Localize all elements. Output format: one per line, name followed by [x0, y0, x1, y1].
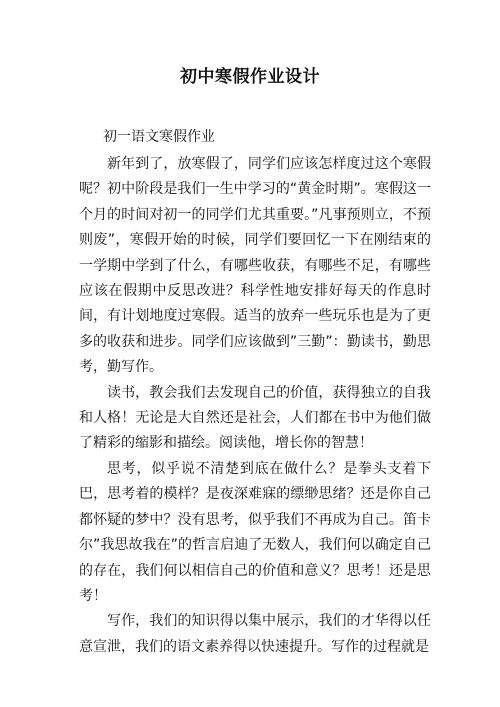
- paragraph-4: 写作，我们的知识得以集中展示，我们的才华得以任意宣泄，我们的语文素养得以快速提升。写作的过程就是: [79, 613, 431, 655]
- document-body: [79, 152, 431, 660]
- document-title: 初中寒假作业设计: [180, 67, 320, 87]
- paragraph-2: 读书，教会我们去发现自己的价值，获得独立的自我和人格！无论是大自然还是社会，人们都在书中为他们做了精彩的缩影和描绘。阅读他，增长你的智慧！: [79, 384, 431, 452]
- section-heading: 初一语文寒假作业: [103, 129, 215, 145]
- paragraph-1: 新年到了，放寒假了，同学们应该怎样度过这个寒假呢？初中阶段是我们一生中学习的“黄金时期”。寒假这一个月的时间对初一的同学们尤其重要。”凡事预则立，不预则废”，寒假开始的时候，同学们要回忆一下在刚结束的一学期中学到了什么，有哪些收获，有哪些不足，有哪些应该在假期中反思改进？科学性地安排好每天的作息时间，有计划地度过寒假。适当的放弃一些玩乐也是为了更多的收获和进步。同学们应该做到”三勤”：勤读书，勤思考，勤写作。: [79, 156, 431, 376]
- paragraph-3: 思考，似乎说不清楚到底在做什么？是拳头支着下巴，思考着的模样？是夜深难寐的缥缈思绪？还是你自己都怀疑的梦中？没有思考，似乎我们不再成为自己。笛卡尔”我思故我在”的哲言启迪了无数人，我们何以确定自己的存在，我们何以相信自己的价值和意义？思考！还是思考！: [79, 460, 431, 604]
